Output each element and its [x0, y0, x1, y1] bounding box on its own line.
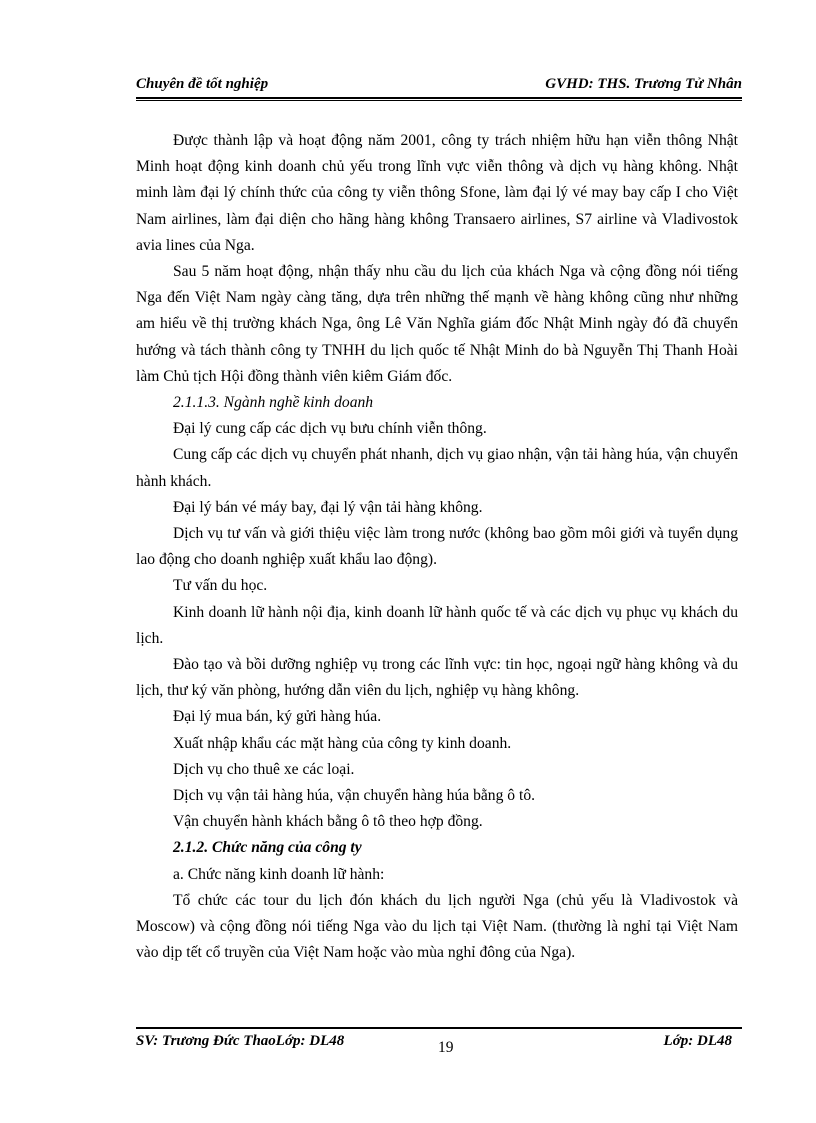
paragraph: Tư vấn du học.: [173, 577, 268, 595]
header-divider: [136, 97, 742, 101]
header-title: Chuyên đề tốt nghiệp: [136, 76, 269, 92]
page-footer: [136, 1033, 742, 1057]
paragraph: Đại lý bán vé máy bay, đại lý vận tải hàng không.: [173, 498, 483, 516]
footer-divider: [136, 1027, 742, 1029]
section-heading: 2.1.2. Chức năng của công ty: [173, 839, 362, 857]
paragraph: Được thành lập và hoạt động năm 2001, công ty trách nhiệm hữu hạn viễn thông Nhật Minh hoạt động kinh doanh chủ yếu trong lĩnh vực viễn thông và dịch vụ hàng không. Nhật minh làm đại lý chính thức của công ty viễn thông Sfone, làm đại lý vé may bay cấp I cho Việt Nam airlines, làm đại diện cho hãng hàng không Transaero airlines, S7 airline và Vladivostok avia lines của Nga.: [136, 132, 738, 254]
footer-student: SV: Trương Đức ThaoLớp: DL48: [136, 1033, 345, 1049]
paragraph: Kinh doanh lữ hành nội địa, kinh doanh lữ hành quốc tế và các dịch vụ phục vụ khách du lịch.: [136, 603, 738, 647]
paragraph: Dịch vụ vận tải hàng húa, vận chuyển hàng húa bằng ô tô.: [173, 787, 536, 805]
paragraph: Cung cấp các dịch vụ chuyển phát nhanh, dịch vụ giao nhận, vận tải hàng húa, vận chuyển hành khách.: [136, 446, 738, 490]
paragraph: Vận chuyển hành khách bằng ô tô theo hợp đồng.: [173, 813, 483, 831]
page-body: [136, 128, 738, 967]
header-advisor: GVHD: THS. Trương Tử Nhân: [545, 76, 742, 92]
paragraph: Dịch vụ cho thuê xe các loại.: [173, 760, 355, 778]
paragraph: Dịch vụ tư vấn và giới thiệu việc làm trong nước (không bao gồm môi giới và tuyển dụng lao động cho doanh nghiệp xuất khẩu lao động).: [136, 525, 738, 569]
page-number: 19: [438, 1039, 454, 1056]
paragraph: Xuất nhập khẩu các mặt hàng của công ty kinh doanh.: [173, 734, 512, 752]
page-header: [136, 76, 742, 98]
paragraph: Sau 5 năm hoạt động, nhận thấy nhu cầu du lịch của khách Nga và cộng đồng nói tiếng Nga đến Việt Nam ngày càng tăng, dựa trên những thế mạnh về hàng không cũng như những am hiểu về thị trường khách Nga, ông Lê Văn Nghĩa giám đốc Nhật Minh ngày đó đã chuyển hướng và tách thành công ty TNHH du lịch quốc tế Nhật Minh do bà Nguyễn Thị Thanh Hoài làm Chủ tịch Hội đồng thành viên kiêm Giám đốc.: [136, 263, 738, 385]
section-heading: 2.1.1.3. Ngành nghề kinh doanh: [173, 394, 374, 412]
paragraph: Tổ chức các tour du lịch đón khách du lịch người Nga (chủ yếu là Vladivostok và Moscow) và cộng đồng nói tiếng Nga vào du lịch tại Việt Nam. (thường là nghỉ tại Việt Nam vào dịp tết cổ truyền của Việt Nam hoặc vào mùa nghỉ đông của Nga).: [136, 891, 738, 962]
paragraph: a. Chức năng kinh doanh lữ hành:: [173, 865, 385, 883]
paragraph: Đào tạo và bồi dưỡng nghiệp vụ trong các lĩnh vực: tin học, ngoại ngữ hàng không và du lịch, thư ký văn phòng, hướng dẫn viên du lịch, nghiệp vụ hàng không.: [136, 656, 738, 700]
paragraph: Đại lý mua bán, ký gửi hàng húa.: [173, 708, 382, 726]
paragraph: Đại lý cung cấp các dịch vụ bưu chính viễn thông.: [173, 420, 487, 438]
footer-class: Lớp: DL48: [663, 1033, 732, 1049]
